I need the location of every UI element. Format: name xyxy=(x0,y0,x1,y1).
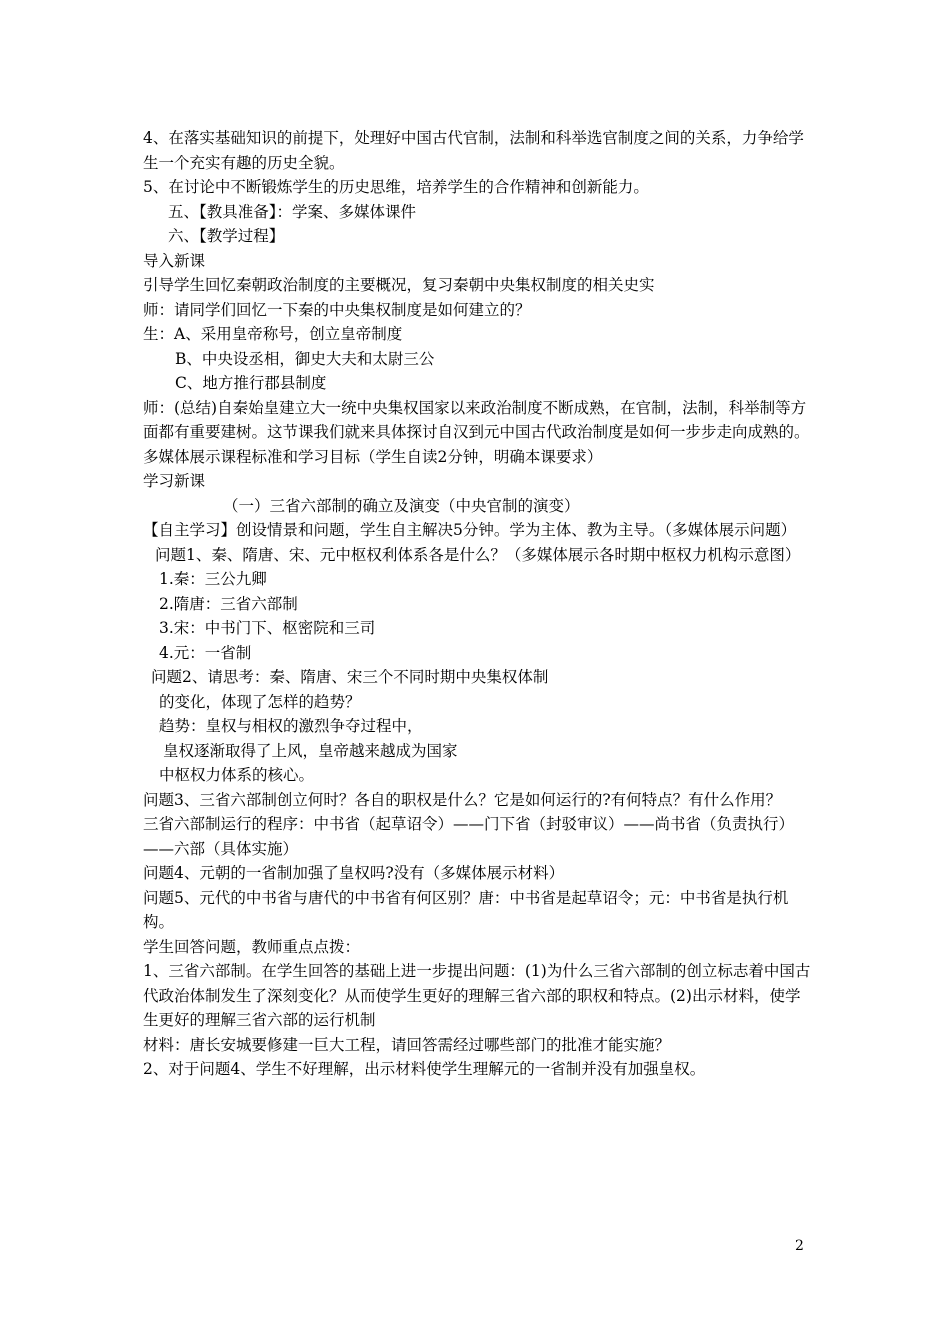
paragraph-line: 皇权逐渐取得了上风，皇帝越来越成为国家 xyxy=(163,741,458,760)
document-body xyxy=(143,126,811,1082)
paragraph-line: 4.元：一省制 xyxy=(159,643,252,662)
paragraph-line: 问题4、元朝的一省制加强了皇权吗?没有（多媒体展示材料） xyxy=(143,864,565,882)
paragraph-line: 趋势：皇权与相权的激烈争夺过程中， xyxy=(159,717,423,735)
paragraph-line: 2、对于问题4、学生不好理解，出示材料使学生理解元的一省制并没有加强皇权。 xyxy=(143,1060,706,1078)
paragraph-line: 5、在讨论中不断锻炼学生的历史思维，培养学生的合作精神和创新能力。 xyxy=(143,178,649,196)
paragraph-line: 3.宋：中书门下、枢密院和三司 xyxy=(159,619,376,637)
paragraph-line: 学习新课 xyxy=(143,472,206,490)
paragraph-line: （一）三省六部制的确立及演变（中央官制的演变） xyxy=(223,496,580,515)
paragraph-line: 1、三省六部制。在学生回答的基础上进一步提出问题：(1)为什么三省六部制的创立标志着中国古代政治体制发生了深刻变化？从而使学生更好的理解三省六部的职权和特点。(2)出示材料，使学生更好的理解三省六部的运行机制 xyxy=(143,962,811,1029)
paragraph-line: 4、在落实基础知识的前提下，处理好中国古代官制，法制和科举选官制度之间的关系，力争给学生一个充实有趣的历史全貌。 xyxy=(143,129,804,172)
paragraph-line: 中枢权力体系的核心。 xyxy=(159,766,315,784)
paragraph-line: 六、【教学过程】 xyxy=(168,227,285,245)
paragraph-line: 五、【教具准备】：学案、多媒体课件 xyxy=(168,202,417,221)
paragraph-line: B、中央设丞相，御史大夫和太尉三公 xyxy=(175,349,435,368)
paragraph-line: 师：(总结)自秦始皇建立大一统中央集权国家以来政治制度不断成熟，在官制，法制，科举制等方面都有重要建树。这节课我们就来具体探讨自汉到元中国古代政治制度是如何一步步走向成熟的。 xyxy=(143,398,810,441)
paragraph-line: 问题3、三省六部制创立何时？各自的职权是什么？它是如何运行的?有何特点？有什么作用？ xyxy=(143,790,782,809)
paragraph-line: 1.秦：三公九卿 xyxy=(159,570,267,588)
paragraph-line: 的变化，体现了怎样的趋势？ xyxy=(159,692,361,711)
paragraph-line: 2.隋唐：三省六部制 xyxy=(159,594,298,613)
paragraph-line: 问题2、请思考：秦、隋唐、宋三个不同时期中央集权体制 xyxy=(151,668,549,686)
paragraph-line: 问题1、秦、隋唐、宋、元中枢权利体系各是什么？（多媒体展示各时期中枢权力机构示意图） xyxy=(155,545,801,564)
paragraph-line: 三省六部制运行的程序：中书省（起草诏令）——门下省（封驳审议）——尚书省（负责执行）——六部（具体实施） xyxy=(143,815,795,858)
paragraph-line: 学生回答问题，教师重点点拨： xyxy=(143,937,361,956)
paragraph-line: 师：请同学们回忆一下秦的中央集权制度是如何建立的？ xyxy=(143,300,531,319)
paragraph-line: 多媒体展示课程标准和学习目标（学生自读2分钟，明确本课要求） xyxy=(143,447,603,466)
paragraph-line: 引导学生回忆秦朝政治制度的主要概况，复习秦朝中央集权制度的相关史实 xyxy=(143,276,655,294)
paragraph-line: 导入新课 xyxy=(143,251,206,270)
paragraph-line: 问题5、元代的中书省与唐代的中书省有何区别？唐：中书省是起草诏令；元：中书省是执行机构。 xyxy=(143,888,789,931)
paragraph-line: 【自主学习】创设情景和问题，学生自主解决5分钟。学为主体、教为主导。（多媒体展示问题） xyxy=(143,521,797,539)
page-number: 2 xyxy=(795,1238,804,1254)
paragraph-line: 生：A、采用皇帝称号，创立皇帝制度 xyxy=(143,325,403,343)
paragraph-line: C、地方推行郡县制度 xyxy=(175,374,327,392)
paragraph-line: 材料：唐长安城要修建一巨大工程，请回答需经过哪些部门的批准才能实施？ xyxy=(143,1035,671,1054)
